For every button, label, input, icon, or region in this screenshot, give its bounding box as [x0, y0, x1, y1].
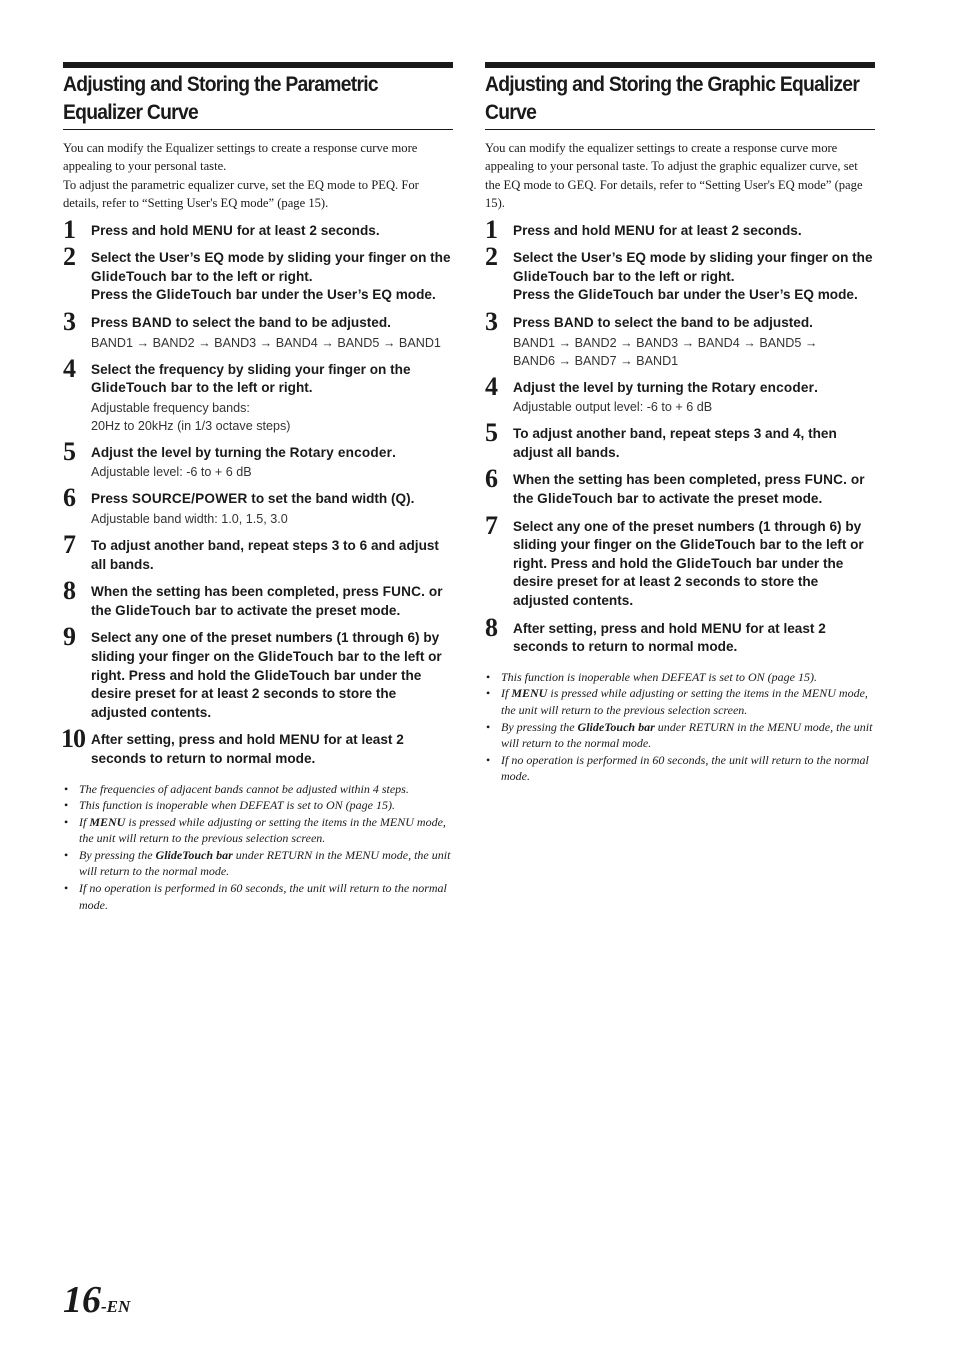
step-detail: BAND1 → BAND2 → BAND3 → BAND4 → BAND5 → BAND1: [91, 335, 441, 350]
note-item: • This function is inoperable when DEFEAT is set to ON (page 15).: [63, 797, 453, 814]
step-instruction: Press BAND to select the band to be adjusted.: [513, 315, 813, 330]
step-number: 5: [63, 436, 76, 466]
step-item: [485, 510, 875, 611]
step-item: [63, 307, 453, 352]
emphasis-term: GlideTouch bar: [155, 847, 233, 862]
emphasis-term: GlideTouch bar: [537, 490, 639, 506]
step-item: [485, 418, 875, 462]
note-item: • If MENU is pressed while adjusting or setting the items in the MENU mode, the unit will return to the previous selection screen.: [485, 685, 875, 718]
section-heading: [63, 62, 453, 130]
emphasis-term: Rotary encoder: [289, 444, 393, 460]
emphasis-term: GlideTouch bar: [577, 287, 680, 303]
step-number: 8: [63, 576, 76, 606]
intro-text: [63, 139, 453, 213]
step-instruction: Adjust the level by turning the Rotary encoder.: [513, 379, 818, 395]
emphasis-term: GlideTouch bar: [679, 537, 782, 553]
step-number: 10: [61, 724, 85, 754]
emphasis-term: GlideTouch bar: [91, 268, 193, 284]
step-item: [63, 483, 453, 528]
step-number: 6: [63, 483, 76, 513]
step-item: [485, 307, 875, 370]
step-instruction: Select the frequency by sliding your finger on the GlideTouch bar to the left or right.: [91, 361, 411, 396]
emphasis-term: SOURCE/POWER: [131, 491, 248, 507]
step-number: 4: [485, 371, 498, 401]
step-number: 6: [485, 464, 498, 494]
step-instruction: Select any one of the preset numbers (1 through 6) by sliding your finger on the GlideTouch bar to the left or right. Press and hold the GlideTouch bar under the desire preset for at least 2 seconds to store the adjusted contents.: [513, 518, 864, 608]
emphasis-term: GlideTouch bar: [91, 380, 193, 396]
emphasis-term: GlideTouch bar: [577, 719, 655, 734]
note-item: • If MENU is pressed while adjusting or setting the items in the MENU mode, the unit will return to the previous selection screen.: [63, 814, 453, 847]
step-detail: Adjustable frequency bands: 20Hz to 20kHz (in 1/3 octave steps): [91, 400, 291, 433]
step-item: [63, 436, 453, 482]
section-title: Adjusting and Storing the Parametric Equalizer Curve: [63, 73, 378, 124]
emphasis-term: MENU: [192, 222, 234, 238]
step-number: 1: [485, 214, 498, 244]
step-number: 4: [63, 353, 76, 383]
note-item: • By pressing the GlideTouch bar under RETURN in the MENU mode, the unit will return to the normal mode.: [63, 847, 453, 880]
page-number-value: 16: [63, 1279, 101, 1321]
step-item: [63, 353, 453, 435]
step-item: [485, 464, 875, 508]
emphasis-term: Rotary encoder: [711, 379, 815, 395]
step-instruction: Press and hold MENU for at least 2 seconds.: [513, 222, 802, 238]
emphasis-term: MENU: [511, 686, 548, 701]
left-column: [63, 62, 453, 913]
step-list: [485, 214, 875, 657]
emphasis-term: MENU: [89, 814, 126, 829]
note-item: • By pressing the GlideTouch bar under RETURN in the MENU mode, the unit will return to the normal mode.: [485, 719, 875, 752]
emphasis-term: GlideTouch bar: [513, 268, 615, 284]
step-instruction: Select any one of the preset numbers (1 through 6) by sliding your finger on the GlideTouch bar to the left or right. Press and hold the GlideTouch bar under the desire preset for at least 2 seconds to store the adjusted contents.: [91, 630, 442, 720]
emphasis-term: MENU: [614, 222, 656, 238]
intro-paragraph: To adjust the parametric equalizer curve, set the EQ mode to PEQ. For details, refer to “Setting User's EQ mode” (page 15).: [63, 177, 419, 211]
step-item: [63, 214, 453, 244]
step-instruction: After setting, press and hold MENU for at least 2 seconds to return to normal mode.: [91, 732, 404, 766]
intro-text: [485, 139, 875, 213]
intro-paragraph: You can modify the equalizer settings to create a response curve more appealing to your personal taste. To adjust the graphic equalizer curve, set the EQ mode to GEQ. For details, refer to “Setting User's EQ mode” (page 15).: [485, 141, 863, 211]
step-instruction: Select the User’s EQ mode by sliding your finger on the GlideTouch bar to the left or right. Press the GlideTouch bar under the User’s EQ mode.: [91, 250, 451, 303]
page-number: [63, 1278, 130, 1322]
emphasis-term: GlideTouch bar: [115, 602, 217, 618]
step-item: [485, 242, 875, 305]
step-detail: Adjustable band width: 1.0, 1.5, 3.0: [91, 511, 288, 526]
step-detail: BAND1 → BAND2 → BAND3 → BAND4 → BAND5 → BAND6 → BAND7 → BAND1: [513, 335, 818, 368]
step-item: [63, 622, 453, 722]
step-instruction: Press BAND to select the band to be adjusted.: [91, 315, 391, 330]
step-number: 2: [63, 242, 76, 272]
section-title: Adjusting and Storing the Graphic Equalizer Curve: [485, 73, 860, 124]
step-number: 9: [63, 622, 76, 652]
step-number: 3: [485, 307, 498, 336]
emphasis-term: BAND: [131, 315, 172, 330]
step-item: [63, 529, 453, 574]
step-detail: Adjustable output level: -6 to + 6 dB: [513, 400, 713, 415]
note-item: • The frequencies of adjacent bands cannot be adjusted within 4 steps.: [63, 781, 453, 798]
step-number: 7: [63, 529, 76, 559]
step-item: [485, 612, 875, 657]
emphasis-term: MENU: [279, 732, 320, 748]
step-instruction: Adjust the level by turning the Rotary encoder.: [91, 444, 396, 460]
section-heading: [485, 62, 875, 130]
step-instruction: Press SOURCE/POWER to set the band width (Q).: [91, 491, 415, 507]
step-item: [63, 242, 453, 305]
right-column: [485, 62, 875, 785]
step-number: 3: [63, 307, 76, 336]
note-item: • If no operation is performed in 60 seconds, the unit will return to the normal mode.: [485, 752, 875, 785]
emphasis-term: GlideTouch bar: [254, 667, 356, 683]
step-number: 2: [485, 242, 498, 272]
step-list: [61, 214, 453, 769]
emphasis-term: FUNC.: [804, 472, 848, 488]
intro-paragraph: You can modify the Equalizer settings to create a response curve more appealing to your personal taste.: [63, 141, 418, 174]
step-instruction: To adjust another band, repeat steps 3 and 4, then adjust all bands.: [513, 426, 837, 460]
notes-list: [485, 669, 875, 785]
emphasis-term: BAND: [553, 315, 594, 330]
step-instruction: When the setting has been completed, press FUNC. or the GlideTouch bar to activate the preset mode.: [91, 584, 443, 618]
step-number: 8: [485, 612, 498, 642]
note-item: • This function is inoperable when DEFEAT is set to ON (page 15).: [485, 669, 875, 686]
step-instruction: Press and hold MENU for at least 2 seconds.: [91, 222, 380, 238]
notes-list: [63, 781, 453, 914]
emphasis-term: GlideTouch bar: [155, 287, 258, 303]
emphasis-term: MENU: [701, 620, 742, 636]
step-instruction: When the setting has been completed, press FUNC. or the GlideTouch bar to activate the preset mode.: [513, 472, 865, 506]
emphasis-term: GlideTouch bar: [676, 555, 778, 571]
page-language-suffix: -EN: [101, 1297, 131, 1316]
step-item: [485, 371, 875, 417]
step-number: 5: [485, 418, 498, 448]
note-item: • If no operation is performed in 60 seconds, the unit will return to the normal mode.: [63, 880, 453, 913]
step-item: [61, 724, 453, 768]
emphasis-term: FUNC.: [382, 584, 426, 600]
step-number: 1: [63, 214, 76, 244]
step-item: [485, 214, 875, 244]
step-instruction: After setting, press and hold MENU for at least 2 seconds to return to normal mode.: [513, 620, 826, 655]
step-item: [63, 576, 453, 620]
emphasis-term: GlideTouch bar: [257, 648, 360, 664]
step-number: 7: [485, 510, 498, 540]
step-instruction: Select the User’s EQ mode by sliding your finger on the GlideTouch bar to the left or right. Press the GlideTouch bar under the User’s EQ mode.: [513, 250, 873, 303]
step-detail: Adjustable level: -6 to + 6 dB: [91, 465, 252, 480]
step-instruction: To adjust another band, repeat steps 3 to 6 and adjust all bands.: [91, 537, 439, 572]
